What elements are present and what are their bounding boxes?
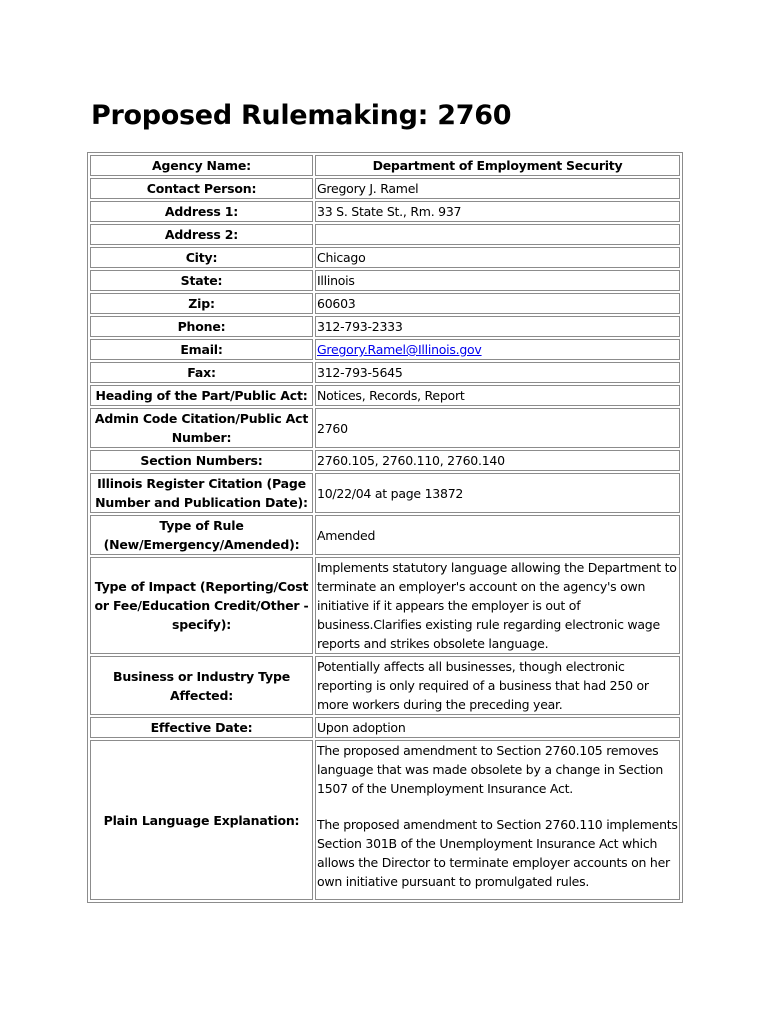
phone-value: 312-793-2333 bbox=[315, 316, 680, 337]
zip-value: 60603 bbox=[315, 293, 680, 314]
table-row bbox=[90, 362, 680, 383]
effective-date-label: Effective Date: bbox=[90, 717, 313, 738]
table-row bbox=[90, 339, 680, 360]
table-row bbox=[90, 385, 680, 406]
rule-type-label: Type of Rule (New/Emergency/Amended): bbox=[90, 515, 313, 555]
table-row bbox=[90, 473, 680, 513]
email-link[interactable]: Gregory.Ramel@Illinois.gov bbox=[317, 342, 482, 357]
section-numbers-value: 2760.105, 2760.110, 2760.140 bbox=[315, 450, 680, 471]
register-citation-value: 10/22/04 at page 13872 bbox=[315, 473, 680, 513]
admin-code-label: Admin Code Citation/Public Act Number: bbox=[90, 408, 313, 448]
table-row bbox=[90, 247, 680, 268]
effective-date-value: Upon adoption bbox=[315, 717, 680, 738]
contact-person-label: Contact Person: bbox=[90, 178, 313, 199]
rulemaking-info-table bbox=[87, 152, 683, 903]
impact-type-label: Type of Impact (Reporting/Cost or Fee/Education Credit/Other - specify): bbox=[90, 557, 313, 654]
section-numbers-label: Section Numbers: bbox=[90, 450, 313, 471]
address-2-value bbox=[315, 224, 680, 245]
plain-language-label: Plain Language Explanation: bbox=[90, 740, 313, 900]
table-row bbox=[90, 316, 680, 337]
table-row bbox=[90, 717, 680, 738]
fax-value: 312-793-5645 bbox=[315, 362, 680, 383]
table-row bbox=[90, 293, 680, 314]
paragraph-spacer bbox=[317, 891, 678, 899]
table-row bbox=[90, 656, 680, 715]
register-citation-label: Illinois Register Citation (Page Number and Publication Date): bbox=[90, 473, 313, 513]
contact-person-value: Gregory J. Ramel bbox=[315, 178, 680, 199]
zip-label: Zip: bbox=[90, 293, 313, 314]
table-row bbox=[90, 450, 680, 471]
plain-language-paragraph: The proposed amendment to Section 2760.110 implements Section 301B of the Unemployment Insurance Act which allows the Director to terminate employer accounts on her own initiative pursuant to promulgated rules. bbox=[317, 817, 678, 889]
heading-value: Notices, Records, Report bbox=[315, 385, 680, 406]
phone-label: Phone: bbox=[90, 316, 313, 337]
city-label: City: bbox=[90, 247, 313, 268]
admin-code-value: 2760 bbox=[315, 408, 680, 448]
business-type-value: Potentially affects all businesses, though electronic reporting is only required of a business that had 250 or more workers during the preceding year. bbox=[315, 656, 680, 715]
rule-type-value: Amended bbox=[315, 515, 680, 555]
plain-language-paragraph: The proposed amendment to Section 2760.105 removes language that was made obsolete by a change in Section 1507 of the Unemployment Insurance Act. bbox=[317, 743, 664, 796]
city-value: Chicago bbox=[315, 247, 680, 268]
table-row bbox=[90, 224, 680, 245]
table-row bbox=[90, 557, 680, 654]
table-row bbox=[90, 201, 680, 222]
address-1-label: Address 1: bbox=[90, 201, 313, 222]
table-row bbox=[90, 515, 680, 555]
business-type-label: Business or Industry Type Affected: bbox=[90, 656, 313, 715]
table-row bbox=[90, 740, 680, 900]
address-1-value: 33 S. State St., Rm. 937 bbox=[315, 201, 680, 222]
page-title: Proposed Rulemaking: 2760 bbox=[91, 100, 512, 131]
fax-label: Fax: bbox=[90, 362, 313, 383]
state-label: State: bbox=[90, 270, 313, 291]
table-row bbox=[90, 178, 680, 199]
agency-name-label: Agency Name: bbox=[90, 155, 313, 176]
plain-language-value bbox=[315, 740, 680, 900]
paragraph-spacer bbox=[317, 798, 678, 815]
table-row bbox=[90, 408, 680, 448]
email-cell bbox=[315, 339, 680, 360]
heading-label: Heading of the Part/Public Act: bbox=[90, 385, 313, 406]
address-2-label: Address 2: bbox=[90, 224, 313, 245]
impact-type-value: Implements statutory language allowing the Department to terminate an employer's account on the agency's own initiative if it appears the employer is out of business.Clarifies existing rule regarding electronic wage reports and strikes obsolete language. bbox=[315, 557, 680, 654]
table-row bbox=[90, 155, 680, 176]
table-row bbox=[90, 270, 680, 291]
state-value: Illinois bbox=[315, 270, 680, 291]
email-label: Email: bbox=[90, 339, 313, 360]
agency-name-value: Department of Employment Security bbox=[315, 155, 680, 176]
